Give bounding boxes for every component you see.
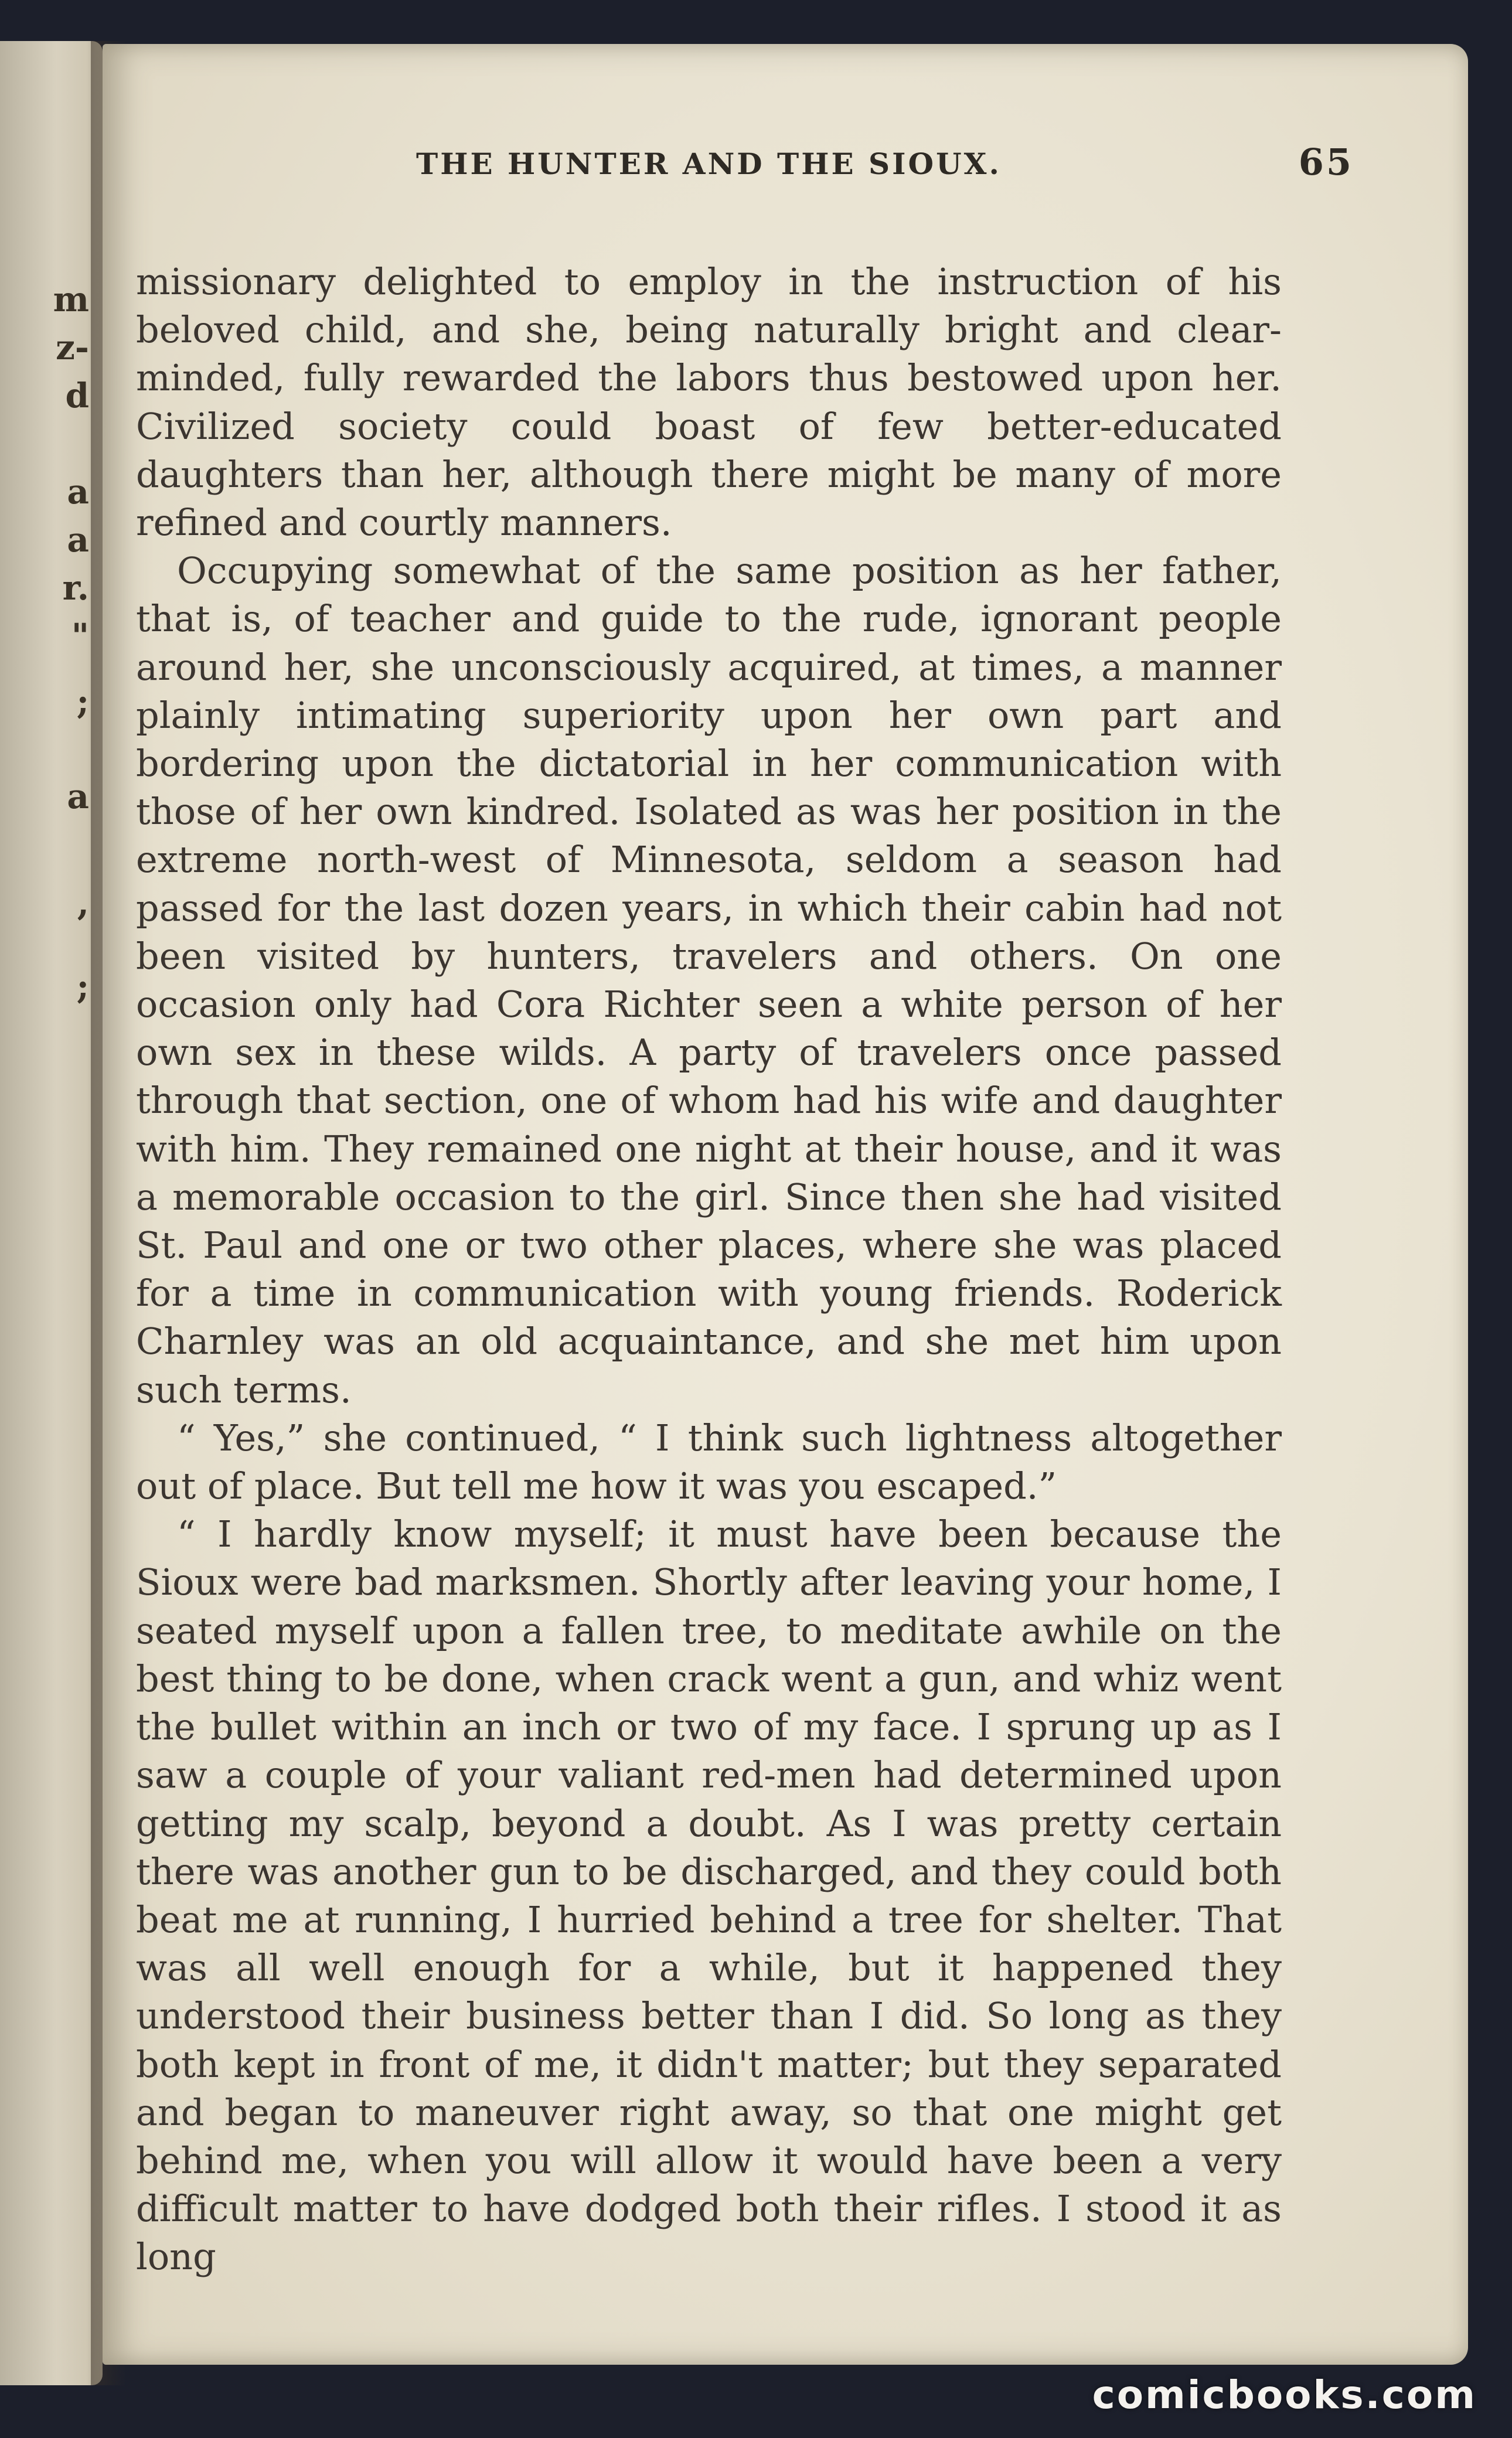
body-text <box>136 258 1282 2282</box>
fragment: z- <box>55 328 89 367</box>
previous-page-text-fragments <box>6 275 100 1010</box>
fragment: a <box>67 472 89 512</box>
fragment: " <box>71 616 89 656</box>
fragment: ; <box>76 966 89 1006</box>
fragment: ; <box>76 682 89 721</box>
previous-page-edge <box>0 41 103 2385</box>
paragraph: Occupying somewhat of the same position as her father, that is, of teacher and guide to the rude, ignorant people around her, she unconsciously acquired, at times, a manner plainly intimating superiority upon her own part and bordering upon the dictatorial in her communication with those of her own kindred. Isolated as was her position in the extreme north-west of Minnesota, seldom a season had passed for the last dozen years, in which their cabin had not been visited by hunters, travelers and others. On one occasion only had Cora Richter seen a white person of her own sex in these wilds. A party of travelers once passed through that section, one of whom had his wife and daughter with him. They remained one night at their house, and it was a memorable occasion to the girl. Since then she had visited St. Paul and one or two other places, where she was placed for a time in communication with young friends. Roderick Charnley was an old acquaintance, and she met him upon such terms. <box>136 549 1282 1411</box>
page-number: 65 <box>1298 141 1354 183</box>
running-head <box>299 141 1354 188</box>
fragment: d <box>65 376 89 416</box>
fragment: r. <box>62 568 89 608</box>
fragment: a <box>67 777 89 816</box>
paragraph: “ I hardly know myself; it must have been because the Sioux were bad marksmen. Shortly after leaving your home, I seated myself upon a fallen tree, to meditate awhile on the best thing to be done, when crack went a gun, and whiz went the bullet within an inch or two of my face. I sprung up as I saw a couple of your valiant red-men had determined upon getting my scalp, beyond a doubt. As I was pretty certain there was another gun to be discharged, and they could both beat me at running, I hurried behind a tree for shelter. That was all well enough for a while, but it happened they understood their business better than I did. So long as they both kept in front of me, it didn't matter; but they separated and began to maneuver right away, so that one might get behind me, when you will allow it would have been a very difficult matter to have dodged both their rifles. I stood it as long <box>136 1513 1282 2279</box>
paragraph: missionary delighted to employ in the instruction of his beloved child, and she, being naturally bright and clear-minded, fully rewarded the labors thus bestowed upon her. Civilized society could boast of few better-educated daughters than her, although there might be many of more refined and courtly manners. <box>136 260 1282 544</box>
fragment: a <box>67 520 89 560</box>
paragraph: “ Yes,” she continued, “ I think such lightness altogether out of place. But tell me how it was you escaped.” <box>136 1416 1282 1508</box>
fragment: , <box>77 883 89 923</box>
running-head-title: THE HUNTER AND THE SIOUX. <box>416 147 1002 181</box>
watermark: comicbooks.com <box>1092 2372 1477 2417</box>
fragment: m <box>53 280 89 319</box>
